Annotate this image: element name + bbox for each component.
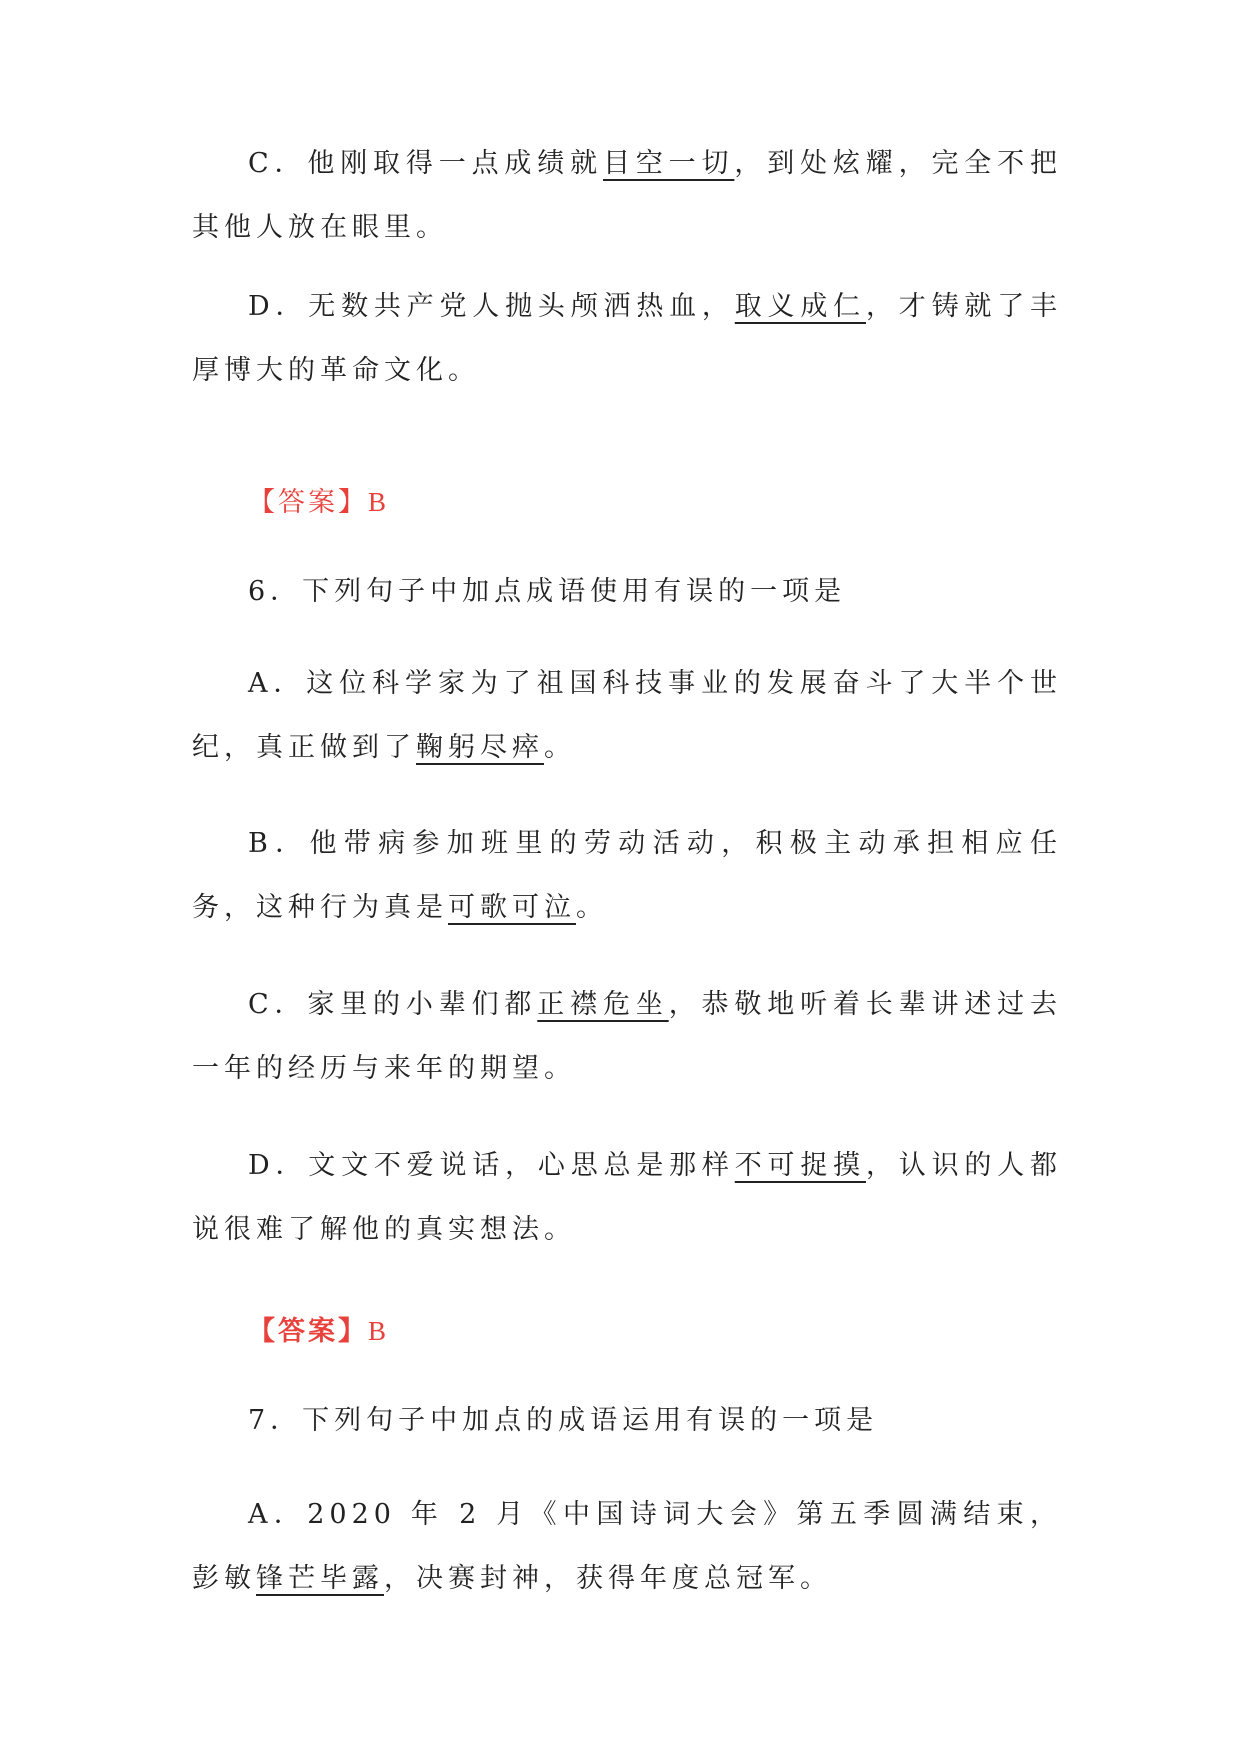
question-6-option-b — [192, 812, 1062, 940]
question-5-option-c — [192, 132, 1062, 260]
option-text: C．他刚取得一点成绩就 — [248, 148, 603, 179]
answer-label: 【答案】 — [248, 487, 368, 518]
option-text: D．无数共产党人抛头颅洒热血， — [248, 291, 735, 322]
option-text: ，恭敬地听着长辈讲述过去一年的经历与来年的期望。 — [192, 989, 1063, 1084]
question-5-option-d — [192, 275, 1062, 403]
underlined-idiom: 目空一切 — [602, 148, 735, 179]
underlined-idiom: 取义成仁 — [734, 291, 866, 322]
option-text: B．他带病参加班里的劳动活动，积极主动承担相应任务，这种行为真是 — [192, 828, 1062, 923]
underlined-idiom: 鞠躬尽瘁 — [416, 732, 544, 763]
option-text: A．这位科学家为了祖国科技事业的发展奋斗了大半个世纪，真正做到了 — [192, 668, 1062, 763]
answer-value: B — [368, 487, 390, 517]
option-text: 。 — [544, 732, 576, 763]
option-text: C．家里的小辈们都 — [248, 989, 538, 1020]
option-text: 。 — [576, 892, 608, 923]
question-7-stem — [192, 1389, 1062, 1453]
option-text: D．文文不爱说话，心思总是那样 — [248, 1150, 735, 1181]
question-6-option-a — [192, 652, 1062, 780]
answer-6 — [248, 1311, 389, 1352]
option-text: ，决赛封神，获得年度总冠军。 — [384, 1563, 832, 1594]
underlined-idiom: 不可捉摸 — [734, 1150, 866, 1181]
underlined-idiom: 锋芒毕露 — [256, 1563, 384, 1594]
question-text: 6．下列句子中加点成语使用有误的一项是 — [248, 576, 847, 607]
underlined-idiom: 可歌可泣 — [448, 892, 576, 923]
option-text: ，认识的人都说很难了解他的真实想法。 — [192, 1150, 1063, 1245]
underlined-idiom: 正襟危坐 — [537, 989, 669, 1020]
question-6-option-d — [192, 1134, 1062, 1262]
option-text: A．2020 年 2 月《中国诗词大会》第五季圆满结束，彭敏 — [192, 1499, 1062, 1594]
question-text: 7．下列句子中加点的成语运用有误的一项是 — [248, 1405, 879, 1436]
question-7-option-a — [192, 1483, 1062, 1611]
answer-label: 【答案】 — [248, 1316, 368, 1347]
answer-5 — [248, 482, 389, 523]
option-text: ，才铸就了丰厚博大的革命文化。 — [192, 291, 1063, 386]
answer-value: B — [368, 1316, 390, 1346]
question-6-option-c — [192, 973, 1062, 1101]
question-6-stem — [192, 560, 1062, 624]
option-text: ，到处炫耀，完全不把其他人放在眼里。 — [192, 148, 1062, 243]
